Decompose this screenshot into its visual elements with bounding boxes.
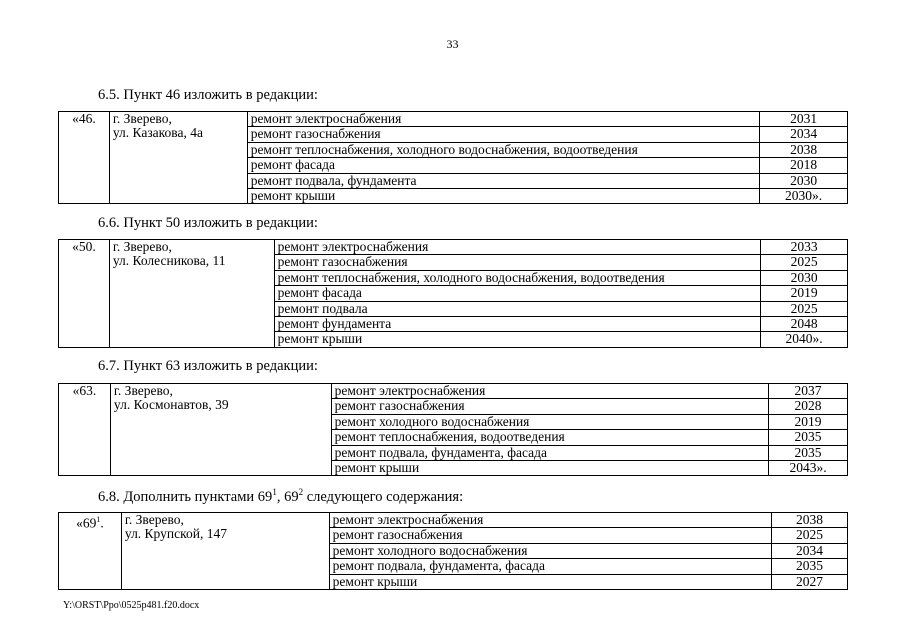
work-year: 2019 (769, 414, 848, 429)
work-year: 2038 (760, 142, 848, 157)
work-name: ремонт теплоснабжения, холодного водоснабжения, водоотведения (247, 142, 759, 157)
work-year: 2019 (761, 286, 848, 301)
address-cell (110, 384, 331, 476)
work-name: ремонт подвала, фундамента (247, 173, 759, 188)
work-year: 2034 (760, 127, 848, 142)
work-name: ремонт холодного водоснабжения (329, 543, 771, 558)
address-line: г. Зверево, (124, 512, 184, 527)
work-year: 2030». (760, 189, 848, 204)
row-number (59, 513, 122, 590)
work-year: 2028 (769, 399, 848, 414)
section-heading-6-5: 6.5. Пункт 46 изложить в редакции: (98, 87, 318, 103)
work-year: 2043». (769, 461, 848, 476)
work-year: 2025 (761, 301, 848, 316)
work-name: ремонт фундамента (274, 317, 761, 332)
work-name: ремонт холодного водоснабжения (331, 414, 768, 429)
work-name: ремонт теплоснабжения, холодного водоснабжения, водоотведения (274, 270, 761, 285)
work-year: 2025 (772, 528, 848, 543)
repair-table-50 (58, 239, 848, 348)
row-number: «63. (59, 384, 111, 476)
work-name: ремонт газоснабжения (329, 528, 771, 543)
address-line: ул. Колесникова, 11 (112, 253, 226, 269)
work-name: ремонт электроснабжения (329, 513, 771, 528)
work-year: 2034 (772, 543, 848, 558)
address-line: ул. Космонавтов, 39 (113, 397, 229, 413)
section-heading-6-6: 6.6. Пункт 50 изложить в редакции: (98, 215, 318, 231)
work-name: ремонт газоснабжения (331, 399, 768, 414)
row-number-superscript: 1 (96, 515, 101, 524)
work-year: 2035 (769, 445, 848, 460)
address-cell (109, 240, 274, 348)
row-number: «50. (59, 240, 110, 348)
work-name: ремонт крыши (331, 461, 768, 476)
address-line: ул. Казакова, 4а (112, 125, 203, 141)
address-cell (121, 513, 329, 590)
work-name: ремонт подвала, фундамента, фасада (329, 559, 771, 574)
repair-table-69-1 (58, 512, 848, 590)
repair-table-46 (58, 111, 848, 204)
work-name: ремонт электроснабжения (331, 384, 768, 399)
heading-text: 6.8. Дополнить пунктами 69 (98, 488, 273, 505)
section-heading-6-7: 6.7. Пункт 63 изложить в редакции: (98, 358, 318, 374)
work-name: ремонт подвала, фундамента, фасада (331, 445, 768, 460)
row-number-base: «69 (76, 515, 97, 531)
work-year: 2031 (760, 112, 848, 127)
work-year: 2018 (760, 158, 848, 173)
work-name: ремонт фасада (247, 158, 759, 173)
work-year: 2038 (772, 513, 848, 528)
row-number-tail: . (100, 515, 104, 531)
work-year: 2030 (761, 270, 848, 285)
heading-superscript: 2 (298, 487, 304, 497)
work-name: ремонт газоснабжения (247, 127, 759, 142)
work-year: 2037 (769, 384, 848, 399)
address-line: г. Зверево, (112, 111, 172, 126)
work-year: 2027 (772, 574, 848, 589)
page-number: 33 (446, 37, 459, 51)
work-name: ремонт крыши (274, 332, 761, 347)
work-year: 2025 (761, 255, 848, 270)
section-heading-6-8 (98, 487, 463, 506)
document-path-footer: Y:\ORST\Ppo\0525p481.f20.docx (63, 600, 200, 611)
address-line: ул. Крупской, 147 (124, 526, 227, 542)
heading-superscript: 1 (272, 487, 277, 497)
work-year: 2048 (761, 317, 848, 332)
work-name: ремонт электроснабжения (247, 112, 759, 127)
work-name: ремонт крыши (329, 574, 771, 589)
work-name: ремонт подвала (274, 301, 761, 316)
work-year: 2040». (761, 332, 848, 347)
address-line: г. Зверево, (113, 383, 173, 398)
row-number: «46. (59, 112, 110, 204)
work-name: ремонт крыши (247, 189, 759, 204)
heading-text: , 69 (276, 488, 299, 505)
work-name: ремонт теплоснабжения, водоотведения (331, 430, 768, 445)
address-cell (109, 112, 247, 204)
work-year: 2035 (772, 559, 848, 574)
work-name: ремонт газоснабжения (274, 255, 761, 270)
work-year: 2033 (761, 240, 848, 255)
work-name: ремонт электроснабжения (274, 240, 761, 255)
work-name: ремонт фасада (274, 286, 761, 301)
repair-table-63 (58, 383, 848, 476)
address-line: г. Зверево, (112, 239, 172, 254)
work-year: 2035 (769, 430, 848, 445)
heading-text: следующего содержания: (303, 488, 464, 505)
work-year: 2030 (760, 173, 848, 188)
